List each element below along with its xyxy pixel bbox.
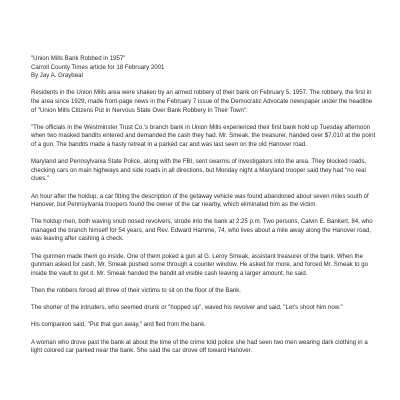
paragraph: The gunmen made them go inside. One of them poked a gun at G. Leroy Smeak, assistant treasurer of the bank. When the gunman asked for cash, Mr. Smeak pushed some through a counter window. He asked for more, and forced Mr. Smeak to go inside the vault to get it. Mr. Smeak handed the bandit all visible cash leaving a larger amount, he said. (31, 252, 369, 277)
paragraph: An hour after the holdup, a car fitting the description of the getaway vehicle was found abandoned about seven miles south of Hanover, but Pennsylvania troopers found the owner of the car nearby, which eliminated him as the victim. (31, 192, 369, 209)
article-title: "Union Mills Bank Robbed in 1957" (31, 55, 126, 62)
paragraph: The holdup men, both waving snub nosed revolvers, strode into the bank at 2:25 p.m. Two persons, Calvin E. Bankert, 84, who managed the branch himself for 54 years, and Rev. Edward Hamme, 74, who lives about a mile away along the Hanover road, was leaving after cashing a check. (31, 218, 373, 243)
paragraph: The shorter of the intruders, who seemed drunk or "hopped up", waved his revolver and said, "Let's shoot him now." (31, 304, 343, 312)
paragraph: His companion said, "Put that gun away," and fled from the bank. (31, 321, 206, 329)
article-byline: By Jay A. Graybeal (31, 72, 83, 80)
paragraph: A woman who drove past the bank at about the time of the crime told police she had seen two men wearing dark clothing in a light colored car parked near the bank. She said the car drove off toward Hanover. (31, 338, 368, 355)
paragraph: Maryland and Pennsylvania State Police, along with the FBI, sent swarms of investigators into the area. They blocked roads, checking cars on main highways and side roads in all directions, but Monday night a Maryland trooper said they had "no real clues." (31, 158, 367, 183)
paragraph: "The officials in the Westminster Trust Co.'s branch bank in Union Mills experienced their first bank hold up Tuesday afternoon when two masked bandits entered and demanded the cash they had. Mr. Smeak, the treasurer, handed over $7,010 at the point of a gun. The bandits made a hasty retreat in a parked car and was last seen on the old Hanover road. (31, 123, 376, 148)
article-source: Carroll County Times article for 18 February 2001 (31, 63, 165, 71)
paragraph: Residents in the Union Mills area were shaken by an armed robbery of their bank on February 5, 1957. The robbery, the first in the area since 1929, made front-page news in the February 7 issue of the Democratic Advocate newspaper under the headline of "Union Mills Citizens Put in Nervous State Over Bank Robbery In Their Town": (31, 89, 373, 114)
paragraph: Then the robbers forced all three of their victims to sit on the floor of the Bank. (31, 287, 242, 295)
article-body (31, 55, 376, 356)
